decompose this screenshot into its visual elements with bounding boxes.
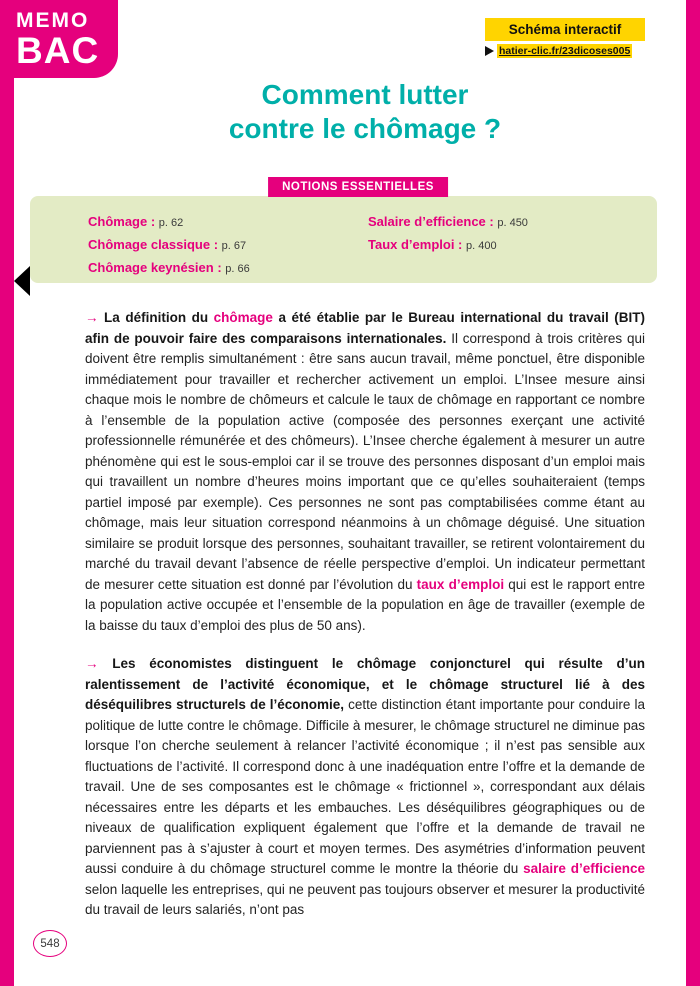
notions-box: [30, 196, 657, 283]
schema-interactif-label: Schéma interactif: [485, 18, 645, 41]
notions-essentielles-header: NOTIONS ESSENTIELLES: [268, 177, 448, 197]
text-segment: La définition du: [104, 310, 214, 325]
text-segment: taux d’emploi: [416, 576, 505, 592]
notion-term: Chômage :: [88, 214, 159, 229]
memo-bac-badge: [0, 0, 118, 78]
notion-term: Taux d’emploi :: [368, 237, 466, 252]
notion-term: Chômage classique :: [88, 237, 222, 252]
schema-link-row: [485, 44, 645, 58]
right-border-band: [686, 0, 700, 986]
notion-page-ref: p. 62: [158, 217, 184, 229]
page-number-badge: 548: [33, 930, 67, 957]
notions-left-column: [88, 213, 368, 283]
text-segment: Il correspond à trois critères qui doivent être remplis simultanément : être sans aucun travail, même ponctuel, être disponible immédiatement pour travailler et rechercher activement un emploi. L’Insee mesure ainsi chaque mois le nombre de chômeurs et calcule le taux de chômage en rapportant ce nombre à l’ensemble de la population active (composée des personnes exerçant une activité professionnelle rémunérée et des chômeurs). L’Insee cherche également à mesurer un autre phénomène qui est le sous-emploi car il se trouve des personnes disposant d’un emploi mais qui travaillent un nombre d’heures moins important que ce qu’elles souhaiteraient (temps partiel imposé par exemple). Ces personnes ne sont pas comptabilisées comme étant au chômage, mais leur situation correspond néanmoins à un chômage déguisé. Une situation similaire se produit lorsque des personnes, souhaitant travailler, se retirent volontairement du marché du travail devant l’absence de réelle perspective d’emploi. Un indicateur permettant de mesurer cette situation est donné par l’évolution du: [85, 330, 645, 592]
notion-item: [88, 213, 368, 231]
notion-item: [88, 236, 368, 254]
hatier-clic-link[interactable]: hatier-clic.fr/23dicoses005: [499, 45, 631, 57]
text-segment: a été établie par le Bureau international du travail (BIT) afin de pouvoir faire des comparaisons internationales.: [85, 310, 645, 346]
interactive-schema-block: [485, 18, 645, 58]
page-title-line1: Comment lutter: [261, 79, 469, 110]
notion-page-ref: p. 66: [225, 263, 250, 275]
text-segment: cette distinction étant importante pour conduire la politique de lutte contre le chômage. Difficile à mesurer, le chômage structurel ne diminue pas lorsque l’on cherche seulement à relancer l’activité économique ; il n’est pas sensible aux fluctuations de l’activité. Il correspond donc à une inadéquation entre l’offre et la demande de travail. Une de ses composantes est le chômage « frictionnel », correspondant aux délais nécessaires entre les départs et les embauches. Les déséquilibres géographiques ou de niveaux de qualification expliquent également que l’offre et la demande de travail ne parviennent pas à s’ajuster à court et moyen termes. Des asymétries d’information peuvent aussi conduire à du chômage structurel comme le montre la théorie du: [85, 697, 645, 876]
text-segment: →: [85, 310, 105, 325]
page-title: [85, 78, 645, 146]
text-segment: Les économistes distinguent le chômage conjoncturel qui résulte d’un ralentissement de l’activité économique, et le chômage structurel lié à des déséquilibres structurels de l’économie,: [85, 656, 645, 712]
notion-term: Salaire d’efficience :: [368, 214, 498, 229]
body-paragraph-1: [85, 308, 645, 636]
body-paragraph-2: [85, 654, 645, 921]
link-arrow-icon: [485, 46, 494, 56]
notion-page-ref: p. 400: [466, 240, 497, 252]
notion-item: [368, 213, 528, 231]
text-segment: salaire d’efficience: [523, 861, 645, 876]
body-text: [85, 308, 645, 939]
notion-term: Chômage keynésien :: [88, 260, 226, 275]
bac-label: BAC: [16, 30, 100, 72]
notion-page-ref: p. 67: [221, 240, 247, 252]
memo-label: MEMO: [16, 9, 90, 32]
notion-item: [368, 236, 528, 254]
text-segment: selon laquelle les entreprises, qui ne peuvent pas toujours observer et mesurer la productivité du travail de leurs salariés, n’ont pas: [85, 881, 645, 917]
text-segment: →: [85, 656, 113, 671]
notion-item: [88, 259, 368, 277]
notion-page-ref: p. 450: [497, 217, 528, 229]
left-border-band: [0, 0, 14, 986]
notions-right-column: [368, 213, 528, 283]
page-title-line2: contre le chômage ?: [228, 113, 502, 144]
text-segment: qui est le rapport entre la population active occupée et l’ensemble de la population en âge de travailler (exemple de la baisse du taux d’emploi des plus de 50 ans).: [85, 576, 646, 633]
left-arrow-marker: [14, 266, 30, 296]
text-segment: chômage: [213, 310, 273, 325]
